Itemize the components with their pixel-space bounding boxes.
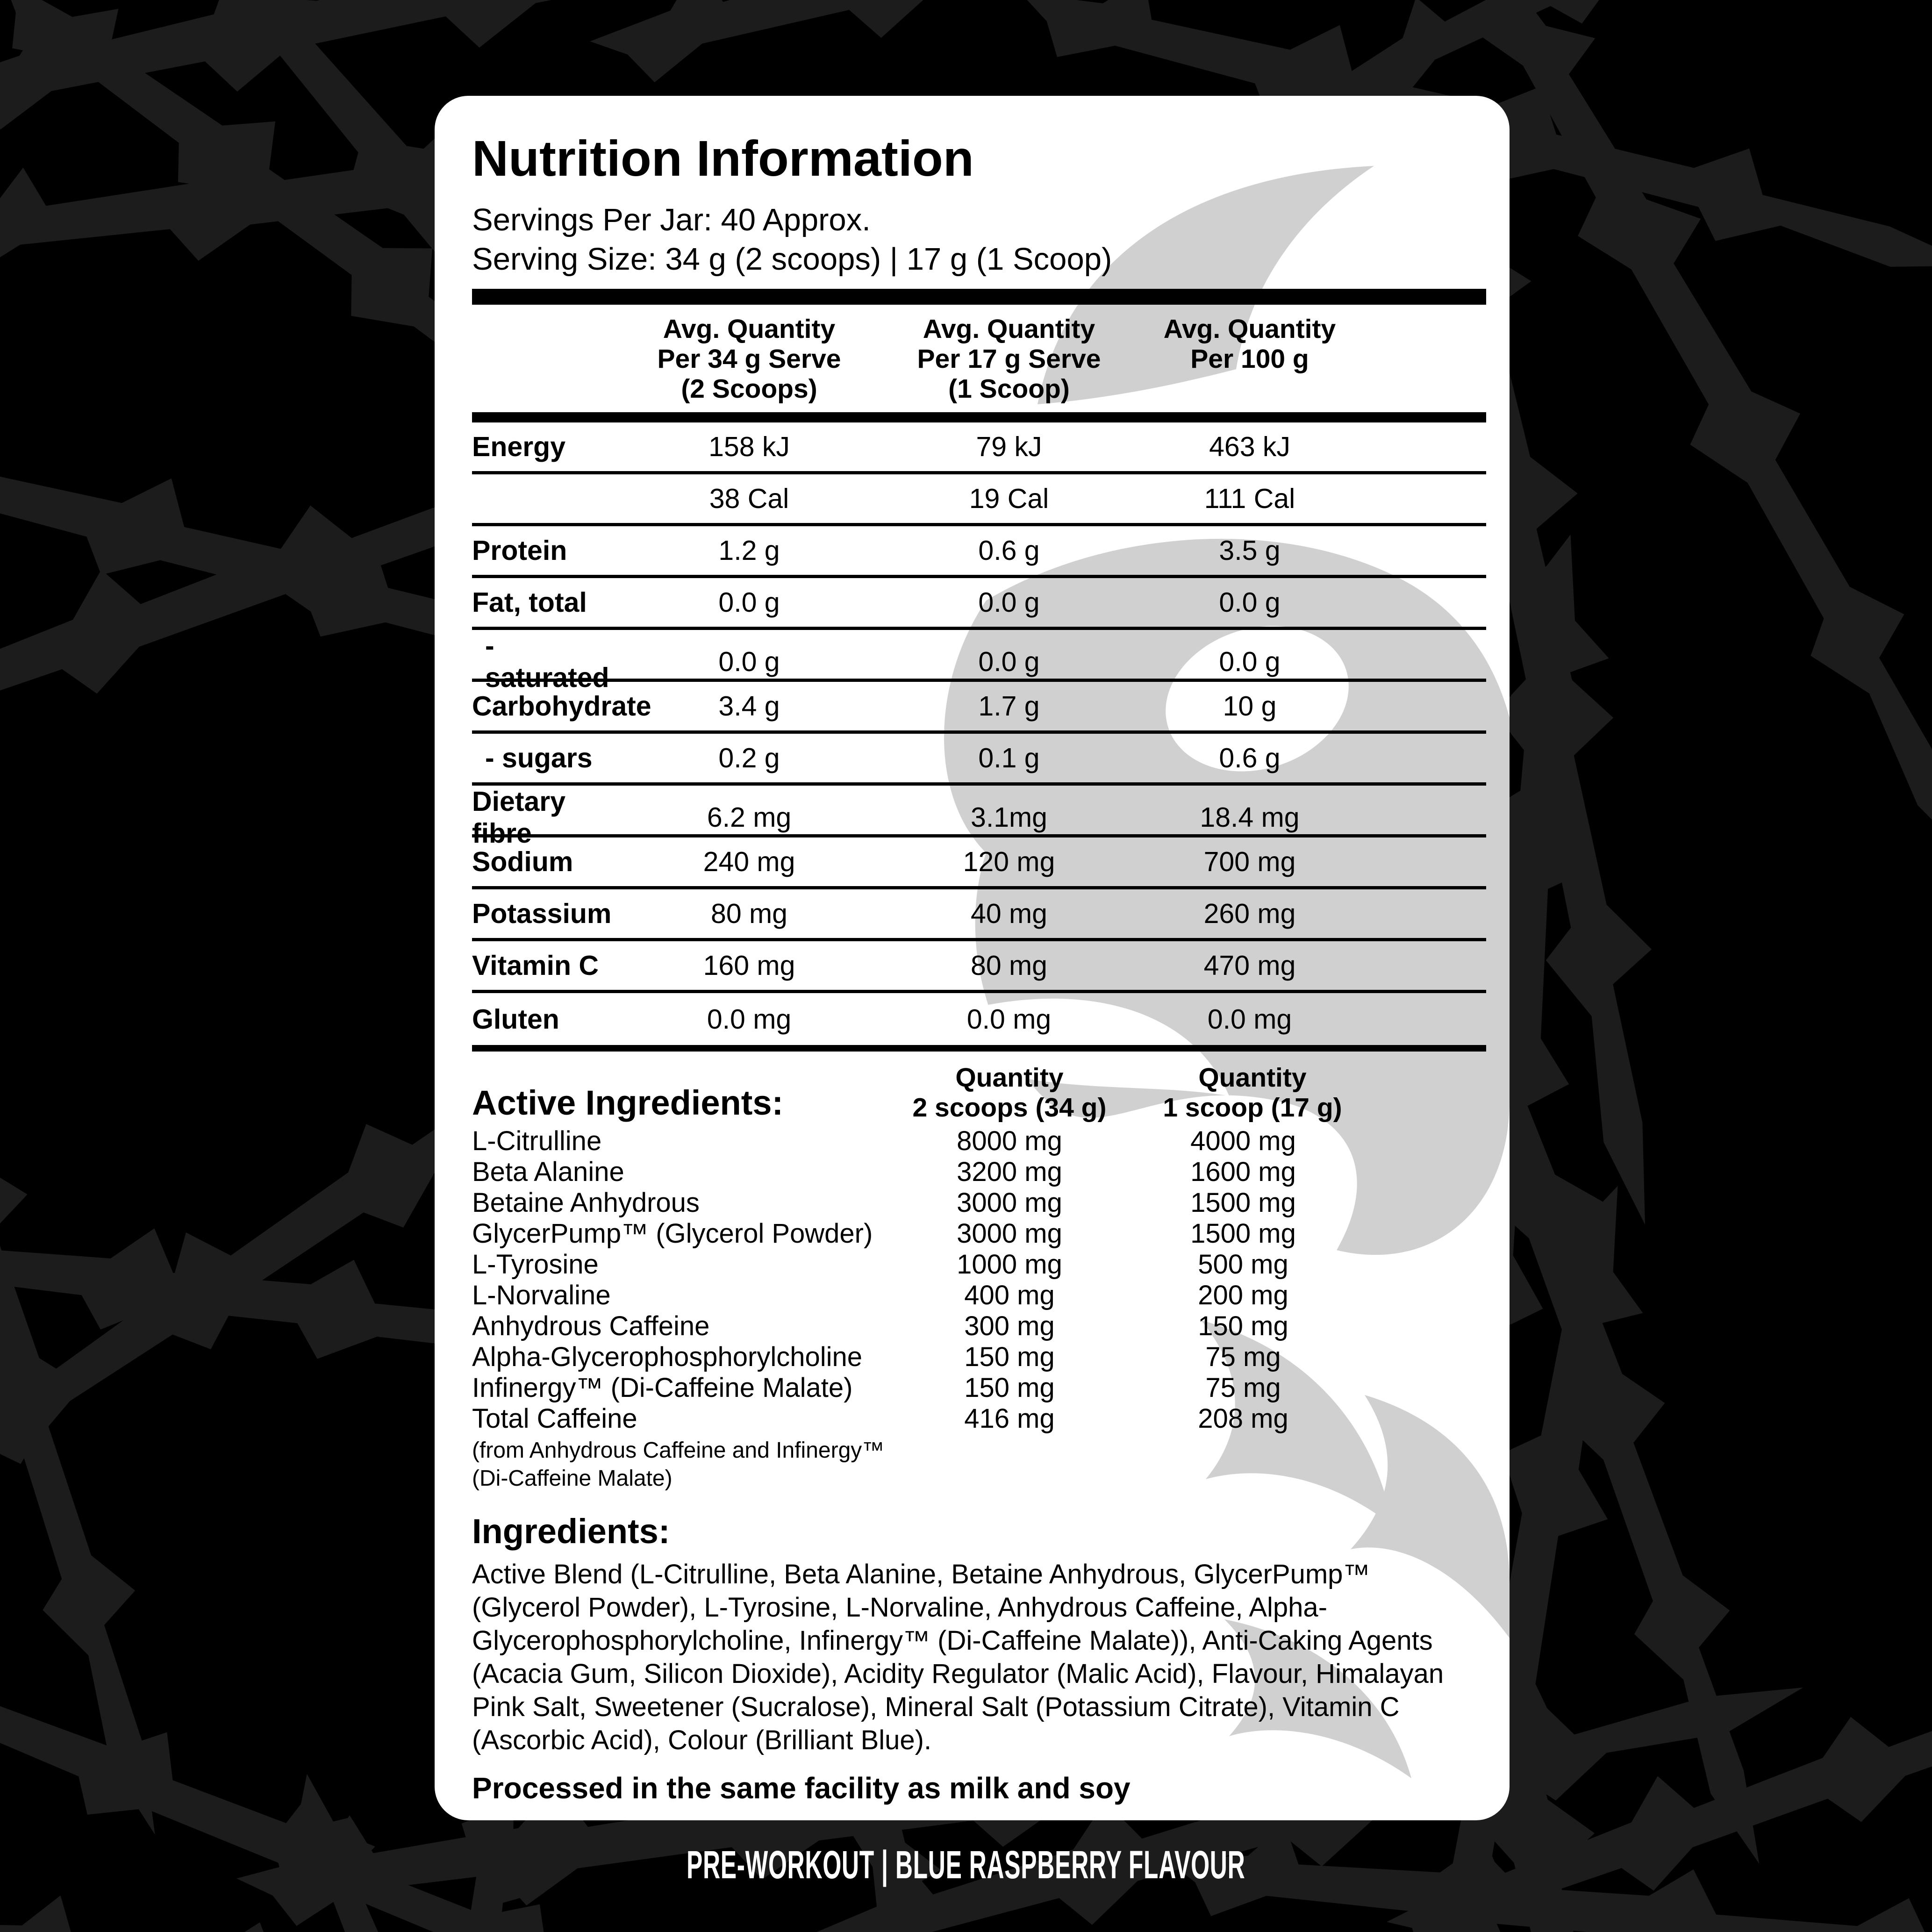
row-value: 0.0 g [978,646,1040,678]
row-value: 240 mg [703,846,795,878]
page-title: Nutrition Information [472,130,974,186]
nutrition-table-rows [472,422,1481,1045]
row-value: 0.0 g [1219,646,1281,678]
quantity-header-line: 2 scoops (34 g) [912,1093,1107,1123]
row-label: Gluten [472,1003,559,1035]
ingredient-qty-1-scoop: 208 mg [1198,1403,1288,1434]
ingredient-qty-1-scoop: 4000 mg [1190,1126,1296,1157]
list-item [472,1310,1481,1341]
list-item [472,1125,1481,1156]
row-value: 3.5 g [1219,535,1281,566]
row-value: 1.2 g [718,535,780,566]
list-item [472,1403,1481,1434]
table-header-bar [472,412,1486,422]
row-value: 160 mg [703,950,795,981]
ingredient-name: L-Norvaline [472,1280,611,1311]
table-row [472,889,1486,941]
ingredient-name: GlycerPump™ (Glycerol Powder) [472,1218,873,1249]
ingredient-name: L-Tyrosine [472,1249,599,1280]
ingredient-qty-2-scoops: 3200 mg [957,1157,1062,1188]
row-value: 463 kJ [1209,431,1290,463]
row-value: 10 g [1223,691,1277,722]
row-value: 0.0 mg [707,1003,792,1035]
ingredient-qty-2-scoops: 400 mg [964,1280,1055,1311]
active-ingredients-heading: Active Ingredients: [472,1083,784,1123]
ingredient-qty-1-scoop: 200 mg [1198,1280,1288,1311]
row-value: 1.7 g [978,691,1040,722]
active-ingredients-header [472,1063,1481,1123]
row-value: 0.1 g [978,743,1040,774]
ingredient-name: Betaine Anhydrous [472,1188,700,1218]
nutrition-label-panel [435,96,1510,1820]
row-value: 120 mg [963,846,1055,878]
row-value: 19 Cal [969,483,1049,515]
quantity-header-line: Quantity [955,1063,1064,1093]
row-value: 6.2 mg [707,802,792,833]
ingredient-qty-1-scoop: 75 mg [1205,1342,1281,1373]
row-value: 79 kJ [976,431,1042,463]
ingredient-qty-2-scoops: 150 mg [964,1373,1055,1403]
column-header-line: (2 Scoops) [681,374,817,404]
ingredients-heading: Ingredients: [472,1512,670,1551]
ingredient-qty-2-scoops: 150 mg [964,1342,1055,1373]
footnote-line: (from Anhydrous Caffeine and Infinergy™ [472,1438,885,1463]
column-header-17g [875,314,1143,404]
ingredient-qty-1-scoop: 150 mg [1198,1311,1288,1342]
ingredient-qty-1-scoop: 1500 mg [1190,1188,1296,1218]
column-header-34g [623,314,875,404]
row-value: 0.0 g [1219,587,1281,618]
list-item [472,1341,1481,1372]
column-header-line: Avg. Quantity [663,314,836,344]
ingredient-qty-2-scoops: 1000 mg [957,1249,1062,1280]
ingredient-qty-2-scoops: 416 mg [964,1403,1055,1434]
table-row [472,422,1486,474]
column-header-line: Per 34 g Serve [657,344,841,374]
ingredients-text: Active Blend (L-Citrulline, Beta Alanine, Betaine Anhydrous, GlycerPump™ (Glycerol Powder), L-Tyrosine, L-Norvaline, Anhydrous Caffeine, Alpha-Glycerophosphorylcholine, Infinergy™ (Di-Caffeine Malate)), Anti-Caking Agents (Acacia Gum, Silicon Dioxide), Acidity Regulator (Malic Acid), Flavour, Himalayan Pink Salt, Sweetener (Sucralose), Mineral Salt (Potassium Citrate), Vitamin C (Ascorbic Acid), Colour (Brilliant Blue). [472,1559,1444,1756]
quantity-header-1-scoop [1126,1063,1379,1123]
servings-per-jar: Servings Per Jar: 40 Approx. [472,202,871,237]
active-ingredients-list [472,1125,1481,1434]
row-label: Sodium [472,846,573,878]
row-label: Energy [472,431,566,463]
row-value: 0.0 mg [1207,1003,1292,1035]
table-row [472,578,1486,630]
column-header-line: Avg. Quantity [1163,314,1336,344]
row-value: 3.4 g [718,691,780,722]
table-row [472,682,1486,734]
ingredient-qty-2-scoops: 300 mg [964,1311,1055,1342]
nutrition-table [472,289,1481,1052]
row-value: 0.0 g [978,587,1040,618]
ingredient-qty-1-scoop: 1500 mg [1190,1218,1296,1249]
row-label: Potassium [472,898,612,930]
row-value: 700 mg [1203,846,1296,878]
row-value: 470 mg [1203,950,1296,981]
row-label: Vitamin C [472,950,599,981]
list-item [472,1280,1481,1310]
quantity-header-2-scoops [893,1063,1126,1123]
total-caffeine-footnote [472,1437,1481,1493]
table-row [472,630,1486,694]
nutrition-table-header [472,305,1486,412]
row-value: 18.4 mg [1200,802,1300,833]
table-top-bar [472,289,1486,305]
ingredient-qty-1-scoop: 75 mg [1205,1373,1281,1403]
row-value: 0.6 g [978,535,1040,566]
row-value: 80 mg [711,898,787,930]
row-label: Dietary fibre [472,786,566,849]
row-label: - saturated [485,630,609,694]
footnote-line: (Di-Caffeine Malate) [472,1466,673,1491]
table-row [472,526,1486,578]
column-header-line: Per 100 g [1190,344,1309,374]
table-bottom-bar [472,1045,1486,1052]
allergen-statement: Processed in the same facility as milk and soy [472,1771,1131,1805]
footer-banner-text: PRE-WORKOUT | BLUE RASPBERRY FLAVOUR [687,1842,1245,1887]
row-label: Fat, total [472,587,587,618]
list-item [472,1156,1481,1187]
row-label: - sugars [485,743,593,774]
column-header-line: Per 17 g Serve [917,344,1101,374]
table-row [472,734,1486,786]
row-value: 260 mg [1203,898,1296,930]
row-value: 0.0 mg [966,1003,1052,1035]
table-row [472,941,1486,993]
row-label: Protein [472,535,567,566]
table-row [472,474,1486,526]
list-item [472,1372,1481,1403]
row-value: 80 mg [971,950,1047,981]
row-value: 3.1mg [971,802,1047,833]
table-row [472,786,1486,849]
column-header-line: Avg. Quantity [923,314,1095,344]
ingredient-name: Infinergy™ (Di-Caffeine Malate) [472,1373,853,1403]
row-value: 158 kJ [708,431,790,463]
row-value: 0.6 g [1219,743,1281,774]
ingredient-qty-1-scoop: 1600 mg [1190,1157,1296,1188]
list-item [472,1249,1481,1280]
label-content [435,96,1510,1805]
column-header-line: (1 Scoop) [948,374,1070,404]
row-value: 111 Cal [1204,483,1295,515]
row-value: 0.2 g [718,743,780,774]
row-value: 40 mg [971,898,1047,930]
ingredient-name: L-Citrulline [472,1126,602,1157]
serving-info [472,200,1481,279]
ingredient-qty-2-scoops: 8000 mg [957,1126,1062,1157]
ingredient-qty-1-scoop: 500 mg [1198,1249,1288,1280]
list-item [472,1218,1481,1249]
table-row [472,993,1486,1045]
ingredient-qty-2-scoops: 3000 mg [957,1218,1062,1249]
ingredient-name: Alpha-Glycerophosphorylcholine [472,1342,863,1373]
ingredient-name: Anhydrous Caffeine [472,1311,710,1342]
table-row [472,837,1486,889]
column-header-100g [1143,314,1357,374]
row-value: 38 Cal [709,483,789,515]
footer-banner [0,1837,1932,1893]
row-value: 0.0 g [718,646,780,678]
ingredient-name: Beta Alanine [472,1157,624,1188]
serving-size: Serving Size: 34 g (2 scoops) | 17 g (1 Scoop) [472,241,1112,277]
ingredient-name: Total Caffeine [472,1403,637,1434]
quantity-header-line: Quantity [1198,1063,1307,1093]
list-item [472,1187,1481,1218]
quantity-header-line: 1 scoop (17 g) [1163,1093,1342,1123]
ingredient-qty-2-scoops: 3000 mg [957,1188,1062,1218]
row-value: 0.0 g [718,587,780,618]
row-label: Carbohydrate [472,691,651,722]
